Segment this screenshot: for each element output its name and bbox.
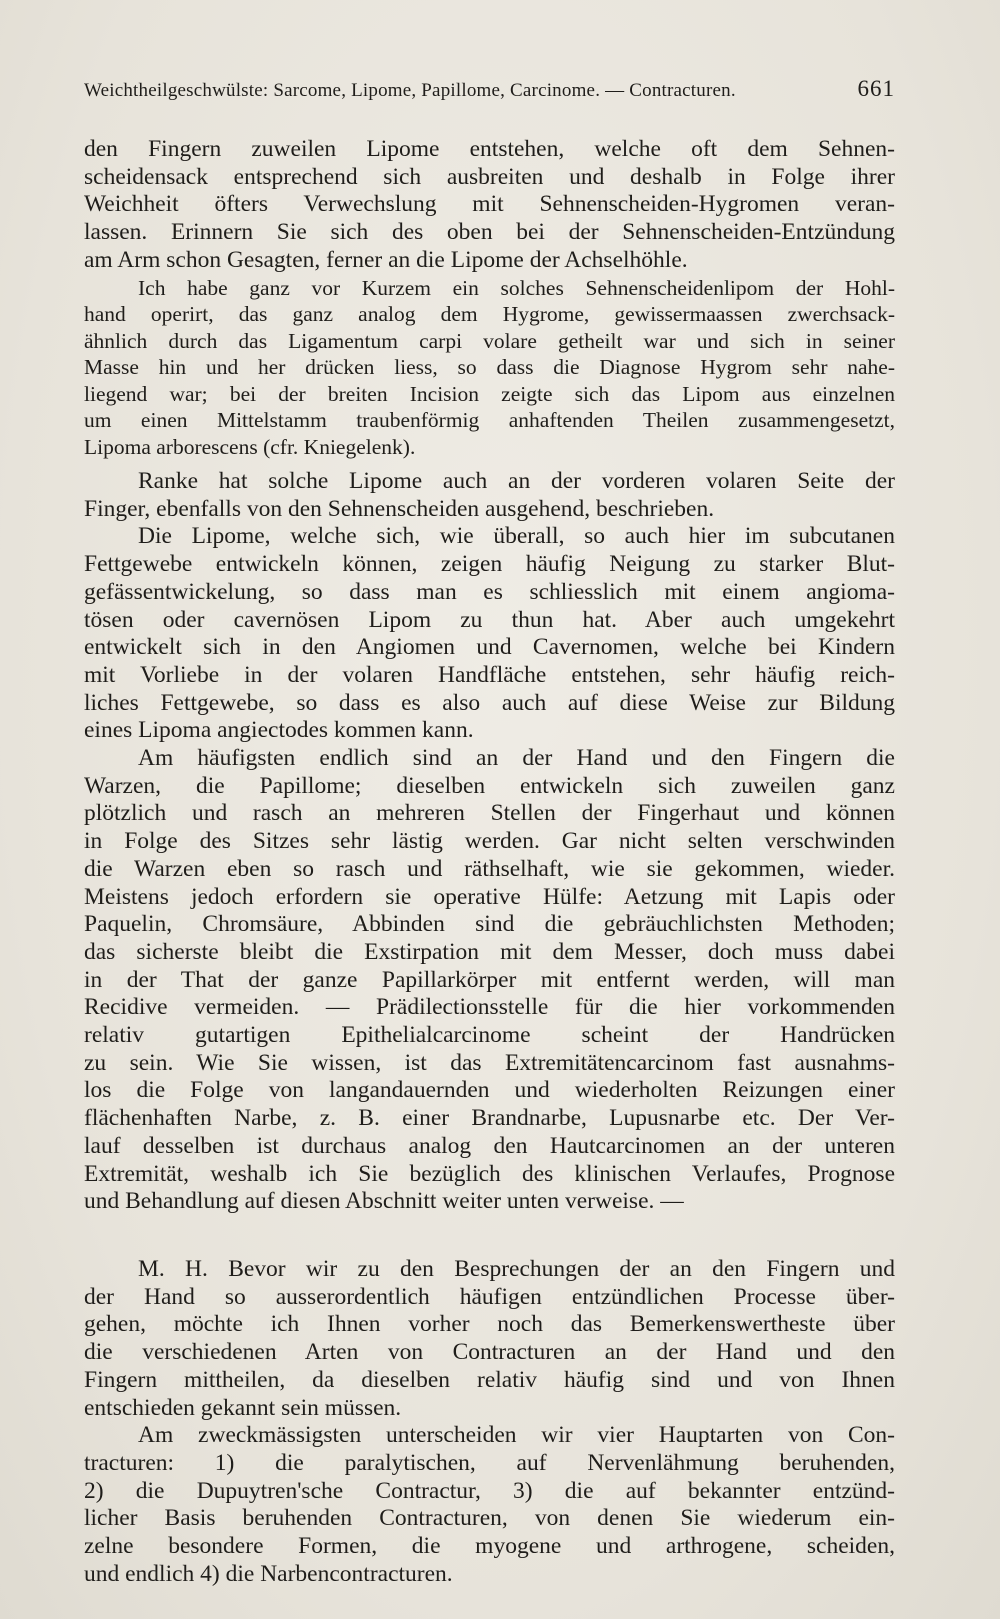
text-line: Meistens jedoch erfordern sie operative Hülfe: Aetzung mit Lapis oder bbox=[84, 883, 895, 910]
text-line: Am zweckmässigsten unterscheiden wir vier Hauptarten von Con- bbox=[138, 1422, 895, 1449]
text-line: los die Folge von langandauernden und wiederholten Reizungen einer bbox=[84, 1077, 895, 1104]
text-line: der Hand so ausserordentlich häufigen entzündlichen Processe über- bbox=[84, 1283, 895, 1310]
text-line: Fingern mittheilen, da dieselben relativ häufig sind und von Ihnen bbox=[84, 1366, 895, 1393]
text-line: scheidensack entsprechend sich ausbreiten und deshalb in Folge ihrer bbox=[84, 163, 895, 190]
text-line: um einen Mittelstamm traubenförmig anhaftenden Theilen zusammengesetzt, bbox=[84, 408, 895, 433]
text-line: plötzlich und rasch an mehreren Stellen der Fingerhaut und können bbox=[84, 800, 895, 827]
text-line: flächenhaften Narbe, z. B. einer Brandnarbe, Lupusnarbe etc. Der Ver- bbox=[84, 1105, 895, 1132]
text-line: liches Fettgewebe, so dass es also auch auf diese Weise zur Bildung bbox=[84, 689, 895, 716]
text-line: in der That der ganze Papillarkörper mit entfernt werden, will man bbox=[84, 966, 895, 993]
text-line: tösen oder cavernösen Lipom zu thun hat. Aber auch umgekehrt bbox=[84, 606, 895, 633]
text-line: relativ gutartigen Epithelialcarcinome scheint der Handrücken bbox=[84, 1022, 895, 1049]
text-line: die Warzen eben so rasch und räthselhaft, wie sie gekommen, wieder. bbox=[84, 855, 895, 882]
paragraph bbox=[84, 468, 895, 523]
text-line: 2) die Dupuytren'sche Contractur, 3) die auf bekannter entzünd- bbox=[84, 1477, 895, 1504]
section-gap bbox=[84, 1216, 895, 1256]
text-line: Masse hin und her drücken liess, so dass die Diagnose Hygrom sehr nahe- bbox=[84, 355, 895, 380]
text-line: die verschiedenen Arten von Contracturen an der Hand und den bbox=[84, 1339, 895, 1366]
text-line: hand operirt, das ganz analog dem Hygrome, gewissermaassen zwerchsack- bbox=[84, 302, 895, 327]
paragraph-gap bbox=[84, 460, 895, 468]
text-line: licher Basis beruhenden Contracturen, von denen Sie wiederum ein- bbox=[84, 1505, 895, 1532]
text-line: Fettgewebe entwickeln können, zeigen häufig Neigung zu starker Blut- bbox=[84, 551, 895, 578]
text-line: Lipoma arborescens (cfr. Kniegelenk). bbox=[84, 434, 416, 459]
text-line: lauf desselben ist durchaus analog den Hautcarcinomen an der unteren bbox=[84, 1132, 895, 1159]
text-line: gefässentwickelung, so dass man es schliesslich mit einem angioma- bbox=[84, 578, 895, 605]
text-line: tracturen: 1) die paralytischen, auf Nervenlähmung beruhenden, bbox=[84, 1449, 895, 1476]
text-line: Am häufigsten endlich sind an der Hand und den Fingern die bbox=[138, 745, 895, 772]
paragraph bbox=[84, 275, 895, 461]
paragraph bbox=[84, 523, 895, 745]
text-line: liegend war; bei der breiten Incision zeigte sich das Lipom aus einzelnen bbox=[84, 381, 895, 406]
text-line: Ranke hat solche Lipome auch an der vorderen volaren Seite der bbox=[138, 468, 895, 495]
text-line: entschieden gekannt sein müssen. bbox=[84, 1394, 402, 1421]
text-line: Finger, ebenfalls von den Sehnenscheiden ausgehend, beschrieben. bbox=[84, 495, 715, 522]
paragraph bbox=[84, 1422, 895, 1588]
text-line: Paquelin, Chromsäure, Abbinden sind die gebräuchlichsten Methoden; bbox=[84, 911, 895, 938]
paragraph bbox=[84, 136, 895, 275]
text-line: Extremität, weshalb ich Sie bezüglich des klinischen Verlaufes, Prognose bbox=[84, 1160, 895, 1187]
text-line: Recidive vermeiden. — Prädilectionsstelle für die hier vorkommenden bbox=[84, 994, 895, 1021]
body-text bbox=[84, 136, 895, 1588]
text-line: und Behandlung auf diesen Abschnitt weiter unten verweise. — bbox=[84, 1188, 684, 1215]
text-line: und endlich 4) die Narbencontracturen. bbox=[84, 1560, 453, 1587]
text-line: Weichheit öfters Verwechslung mit Sehnenscheiden-Hygromen veran- bbox=[84, 191, 895, 218]
text-line: das sicherste bleibt die Exstirpation mit dem Messer, doch muss dabei bbox=[84, 938, 895, 965]
text-line: Ich habe ganz vor Kurzem ein solches Sehnenscheidenlipom der Hohl- bbox=[138, 275, 895, 300]
paragraph bbox=[84, 745, 895, 1216]
text-line: Die Lipome, welche sich, wie überall, so auch hier im subcutanen bbox=[138, 523, 895, 550]
text-line: zu sein. Wie Sie wissen, ist das Extremitätencarcinom fast ausnahms- bbox=[84, 1049, 895, 1076]
text-line: zelne besondere Formen, die myogene und arthrogene, scheiden, bbox=[84, 1533, 895, 1560]
running-header bbox=[84, 76, 895, 102]
page-number: 661 bbox=[857, 76, 895, 101]
text-line: den Fingern zuweilen Lipome entstehen, welche oft dem Sehnen- bbox=[84, 136, 895, 162]
paragraph bbox=[84, 1256, 895, 1422]
text-line: gehen, möchte ich Ihnen vorher noch das Bemerkenswertheste über bbox=[84, 1311, 895, 1338]
text-line: ähnlich durch das Ligamentum carpi volare getheilt war und sich in seiner bbox=[84, 328, 895, 353]
running-title: Weichtheilgeschwülste: Sarcome, Lipome, Papillome, Carcinome. — Contracturen. bbox=[84, 80, 736, 101]
text-line: Warzen, die Papillome; dieselben entwickeln sich zuweilen ganz bbox=[84, 772, 895, 799]
text-line: mit Vorliebe in der volaren Handfläche entstehen, sehr häufig reich- bbox=[84, 661, 895, 688]
text-line: entwickelt sich in den Angiomen und Cavernomen, welche bei Kindern bbox=[84, 634, 895, 661]
text-line: am Arm schon Gesagten, ferner an die Lipome der Achselhöhle. bbox=[84, 246, 688, 273]
text-line: lassen. Erinnern Sie sich des oben bei der Sehnenscheiden-Entzündung bbox=[84, 219, 895, 246]
text-line: M. H. Bevor wir zu den Besprechungen der an den Fingern und bbox=[138, 1256, 895, 1282]
text-line: in Folge des Sitzes sehr lästig werden. Gar nicht selten verschwinden bbox=[84, 828, 895, 855]
text-line: eines Lipoma angiectodes kommen kann. bbox=[84, 717, 474, 744]
